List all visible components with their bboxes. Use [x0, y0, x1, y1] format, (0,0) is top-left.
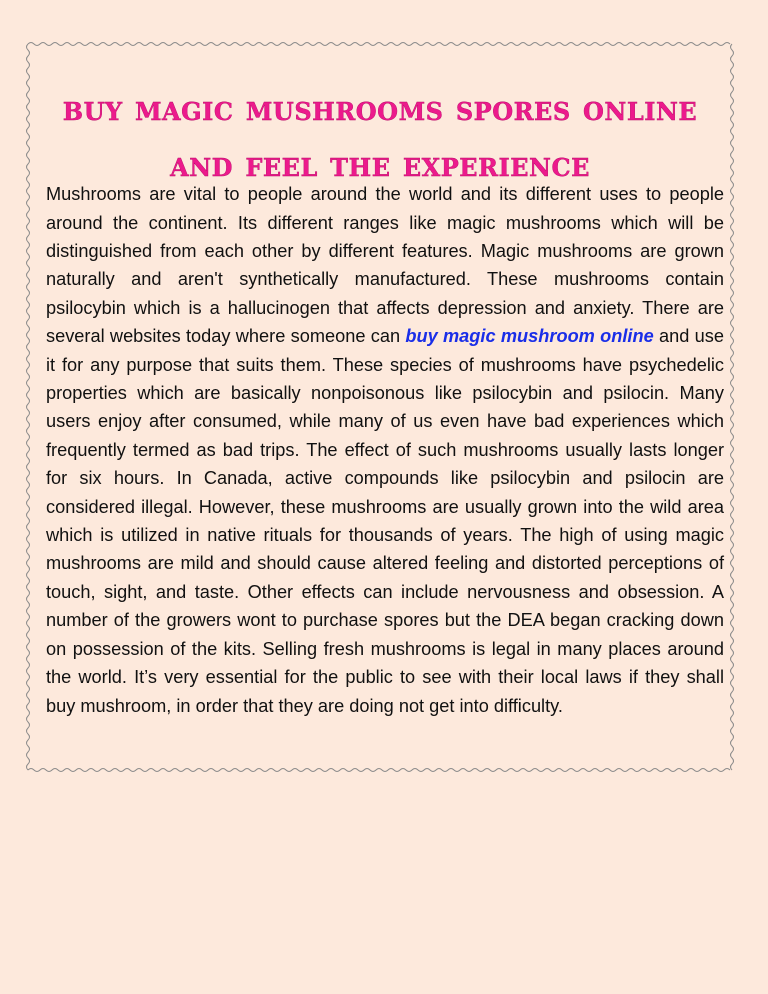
paragraph-text-before-link: Mushrooms are vital to people around the world and its different uses to people around the continent. Its different ranges like magic mushrooms which will be distinguished from each other by different features. Magic mushrooms are grown naturally and aren't synthetically manufactured. These mushrooms contain psilocybin which is a hallucinogen that affects depression and anxiety. There are several websites today where someone can: [46, 184, 724, 347]
border-right: [731, 44, 734, 770]
body-paragraph: [46, 180, 724, 720]
page-title: buy magic mushrooms spores online and feel the experience: [62, 88, 698, 185]
buy-magic-mushroom-link[interactable]: buy magic mushroom online: [405, 326, 654, 347]
border-bottom: [28, 769, 730, 772]
paragraph-text-after-link: and use it for any purpose that suits them. These species of mushrooms have psychedelic properties which are basically nonpoisonous like psilocybin and psilocin. Many users enjoy after consumed, while many of us even have bad experiences which frequently termed as bad trips. The effect of such mushrooms usually lasts longer for six hours. In Canada, active compounds like psilocybin and psilocin are considered illegal. However, these mushrooms are usually grown into the wild area which is utilized in native rituals for thousands of years. The high of using magic mushrooms are mild and should cause altered feeling and distorted perceptions of touch, sight, and taste. Other effects can include nervousness and obsession. A number of the growers wont to purchase spores but the DEA began cracking down on possession of the kits. Selling fresh mushrooms is legal in many places around the world. It’s very essential for the public to see with their local laws if they shall buy mushroom, in order that they are doing not get into difficulty.: [46, 326, 724, 716]
border-top: [28, 43, 730, 46]
